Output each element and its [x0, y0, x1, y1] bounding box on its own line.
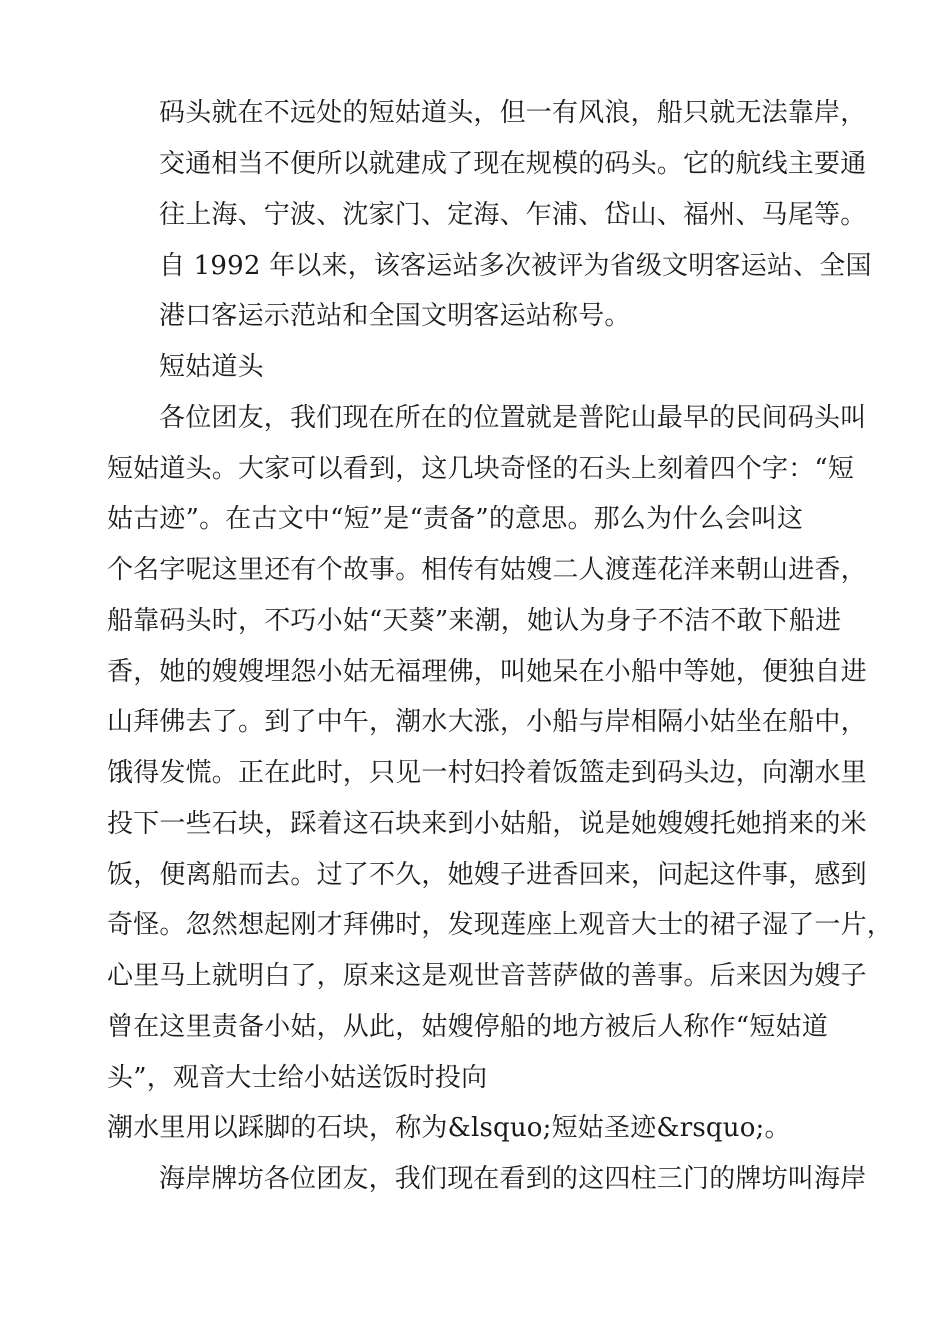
text-line-11: 船靠码头时，不巧小姑“天葵”来潮，她认为身子不洁不敢下船进 — [107, 606, 842, 636]
text-line-3: 往上海、宁波、沈家门、定海、乍浦、岱山、福州、马尾等。 — [159, 200, 867, 230]
text-line-7: 各位团友，我们现在所在的位置就是普陀山最早的民间码头叫 — [159, 403, 867, 433]
text-line-1: 码头就在不远处的短姑道头，但一有风浪，船只就无法靠岸， — [159, 98, 867, 128]
text-line-15: 投下一些石块，踩着这石块来到小姑船，说是她嫂嫂托她捎来的米 — [107, 809, 867, 839]
text-line-12: 香，她的嫂嫂埋怨小姑无福理佛，叫她呆在小船中等她，便独自进 — [107, 657, 867, 687]
text-line-4: 自 1992 年以来，该客运站多次被评为省级文明客运站、全国 — [159, 251, 872, 281]
text-line-16: 饭，便离船而去。过了不久，她嫂子进香回来，问起这件事，感到 — [107, 860, 867, 890]
section-heading: 短姑道头 — [159, 352, 264, 382]
text-line-20: 头”，观音大士给小姑送饭时投向 — [107, 1063, 488, 1093]
text-line-10: 个名字呢这里还有个故事。相传有姑嫂二人渡莲花洋来朝山进香， — [107, 555, 867, 585]
text-line-21: 潮水里用以踩脚的石块，称为&lsquo;短姑圣迹&rsquo;。 — [107, 1113, 791, 1143]
text-line-8: 短姑道头。大家可以看到，这几块奇怪的石头上刻着四个字：“短 — [107, 454, 855, 484]
text-line-9: 姑古迹”。在古文中“短”是“责备”的意思。那么为什么会叫这 — [107, 504, 804, 534]
text-line-13: 山拜佛去了。到了中午，潮水大涨，小船与岸相隔小姑坐在船中， — [107, 707, 867, 737]
text-line-5: 港口客运示范站和全国文明客运站称号。 — [159, 301, 631, 331]
text-line-17: 奇怪。忽然想起刚才拜佛时，发现莲座上观音大士的裙子湿了一片， — [107, 910, 894, 940]
text-line-18: 心里马上就明白了，原来这是观世音菩萨做的善事。后来因为嫂子 — [107, 961, 867, 991]
text-line-22: 海岸牌坊各位团友，我们现在看到的这四柱三门的牌坊叫海岸 — [159, 1164, 867, 1194]
text-line-2: 交通相当不便所以就建成了现在规模的码头。它的航线主要通 — [159, 149, 867, 179]
text-line-19: 曾在这里责备小姑，从此，姑嫂停船的地方被后人称作“短姑道 — [107, 1012, 828, 1042]
text-line-14: 饿得发慌。正在此时，只见一村妇拎着饭篮走到码头边，向潮水里 — [107, 758, 867, 788]
